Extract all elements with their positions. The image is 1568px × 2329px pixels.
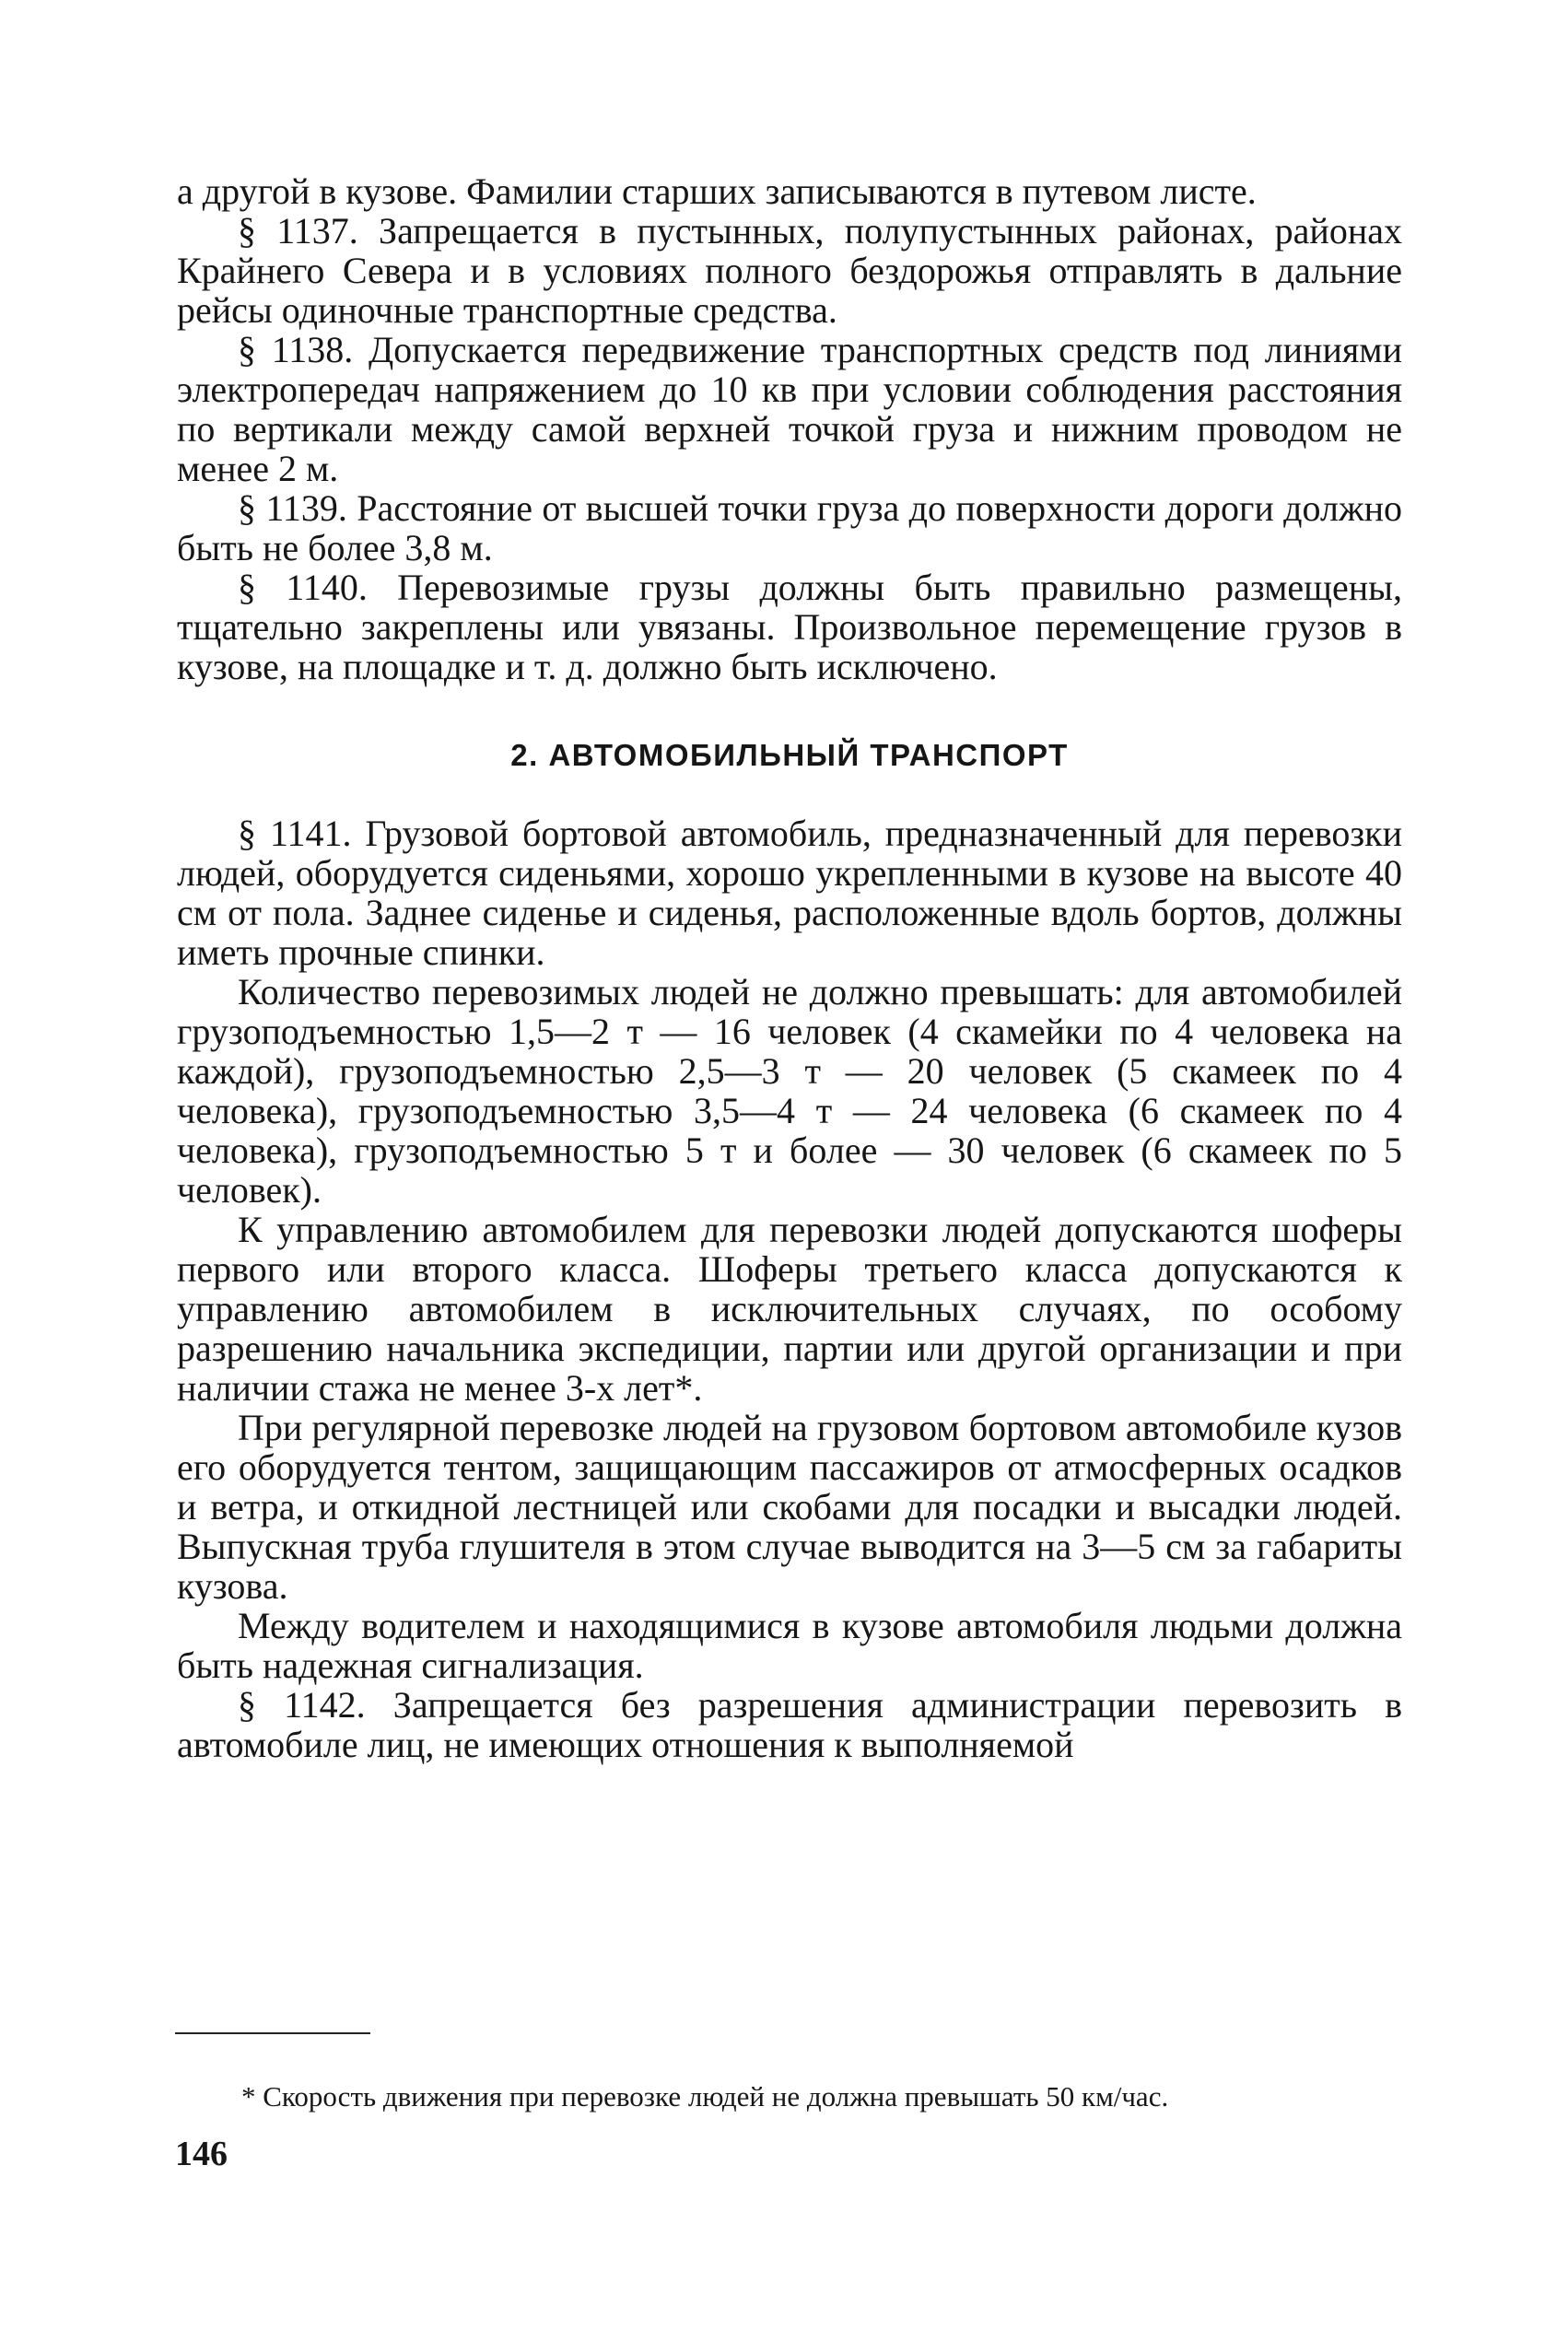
- paragraph-1137: § 1137. Запрещается в пустынных, полупустынных районах, районах Крайнего Севера и в условиях полного бездорожья отправлять в дальние рейсы одиночные транспортные средства.: [177, 210, 1402, 331]
- paragraph-regular-transport: При регулярной перевозке людей на грузовом бортовом автомобиле кузов его оборудуется тентом, защищающим пассажиров от атмосферных осадков и ветра, и откидной лестницей или скобами для посадки и высадки людей. Выпускная труба глушителя в этом случае выводится на 3—5 см за габариты кузова.: [177, 1407, 1402, 1607]
- section-heading: 2. АВТОМОБИЛЬНЫЙ ТРАНСПОРТ: [510, 738, 1069, 772]
- page-body: [177, 171, 1402, 1764]
- paragraph-drivers: К управлению автомобилем для перевозки людей допускаются шоферы первого или второго класса. Шоферы третьего класса допускаются к управлению автомобилем в исключительных случаях, по особому разрешению начальника экспедиции, партии или другой организации и при наличии стажа не менее 3-х лет*.: [177, 1209, 1402, 1409]
- paragraph-continuation: а другой в кузове. Фамилии старших записываются в путевом листе.: [177, 170, 1257, 212]
- paragraph-1141: § 1141. Грузовой бортовой автомобиль, предназначенный для перевозки людей, оборудуется сиденьями, хорошо укрепленными в кузове на высоте 40 см от пола. Заднее сиденье и сиденья, расположенные вдоль бортов, должны иметь прочные спинки.: [177, 813, 1402, 973]
- page-number: 146: [175, 2135, 228, 2173]
- paragraph-1138: § 1138. Допускается передвижение транспортных средств под линиями электропередач напряжением до 10 кв при условии соблюдения расстояния по вертикали между самой верхней точкой груза и нижним проводом не менее 2 м.: [177, 329, 1402, 489]
- footnote: * Скорость движения при перевозке людей не должна превышать 50 км/час.: [241, 2080, 1169, 2112]
- paragraph-signaling: Между водителем и находящимися в кузове автомобиля людьми должна быть надежная сигнализация.: [177, 1605, 1402, 1686]
- paragraph-1142: § 1142. Запрещается без разрешения администрации перевозить в автомобиле лиц, не имеющих отношения к выполняемой: [177, 1684, 1402, 1765]
- footnote-divider: [175, 2032, 370, 2034]
- paragraph-1139: § 1139. Расстояние от высшей точки груза до поверхности дороги должно быть не более 3,8 м.: [177, 487, 1402, 568]
- paragraph-capacity: Количество перевозимых людей не должно превышать: для автомобилей грузоподъемностью 1,5—2 т — 16 человек (4 скамейки по 4 человека на каждой), грузоподъемностью 2,5—3 т — 20 человек (5 скамеек по 4 человека), грузоподъемностью 3,5—4 т — 24 человека (6 скамеек по 4 человека), грузоподъемностью 5 т и более — 30 человек (6 скамеек по 5 человек).: [177, 971, 1402, 1211]
- paragraph-1140: § 1140. Перевозимые грузы должны быть правильно размещены, тщательно закреплены или увязаны. Произвольное перемещение грузов в кузове, на площадке и т. д. должно быть исключено.: [177, 567, 1402, 687]
